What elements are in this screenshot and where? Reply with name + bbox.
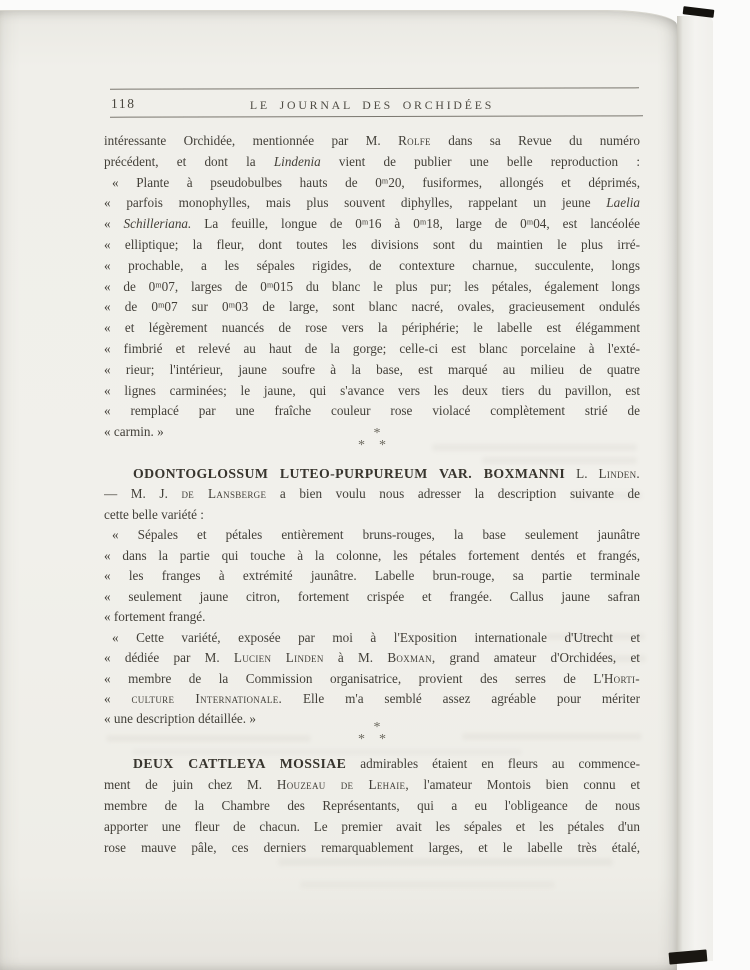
- text-line: [104, 318, 640, 339]
- text-segment: , grand amateur d'Orchidées, et: [431, 650, 640, 666]
- text-line: [104, 464, 640, 484]
- text-segment: « carmin. »: [104, 424, 164, 440]
- text-segment: « fimbrié et relevé au haut de la gorge; celle-ci est blanc porcelaine à l'exté-: [104, 340, 640, 356]
- smallcaps-text: Houzeau de Lehaie: [276, 777, 406, 792]
- text-line: [104, 587, 640, 607]
- text-segment: Elle m'a semblé assez agréable pour mériter: [282, 690, 640, 706]
- page-edge-stack: [677, 16, 713, 961]
- text-segment: apporter une fleur de chacun. Le premier avait les sépales et les pétales d'un: [104, 819, 640, 834]
- text-line: [104, 774, 640, 795]
- text-line: [104, 381, 640, 402]
- text-line: [104, 669, 640, 689]
- text-segment: « de 0ᵐ07, larges de 0ᵐ015 du blanc le plus pur; les pétales, également longs: [104, 278, 640, 294]
- asterisk-icon: *: [373, 720, 381, 735]
- text-line: [104, 628, 640, 648]
- text-segment: «: [104, 216, 124, 232]
- text-line: [104, 235, 640, 256]
- text-line: [104, 173, 640, 194]
- text-segment: « remplacé par une fraîche couleur rose violacé complètement strié de: [104, 403, 640, 419]
- smallcaps-text: Horti-: [603, 670, 640, 686]
- asterisk-icon: *: [373, 426, 381, 441]
- text-segment: « rieur; l'intérieur, jaune soufre à la base, est marqué au milieu de quatre: [104, 361, 640, 377]
- text-line: [104, 648, 640, 668]
- asterisk-separator: [104, 722, 640, 746]
- text-line: [104, 795, 640, 816]
- text-line: [104, 837, 640, 858]
- text-line: [104, 214, 640, 235]
- smallcaps-text: de Lansberge: [181, 486, 267, 502]
- asterisk-row: [104, 439, 640, 452]
- text-segment: « Cette variété, exposée par moi à l'Exposition internationale d'Utrecht et: [112, 629, 640, 645]
- page-number: 118: [111, 96, 136, 111]
- smallcaps-text: Lucien Linden: [233, 650, 324, 666]
- italic-text: Lindenia: [273, 153, 321, 169]
- text-segment: dans sa Revue du numéro: [430, 133, 640, 148]
- text-segment: L.: [565, 466, 599, 481]
- asterisk-row: [104, 733, 640, 746]
- text-segment: à M.: [323, 650, 388, 666]
- italic-text: Schilleriana.: [123, 216, 192, 232]
- italic-text: Laelia: [606, 195, 640, 211]
- smallcaps-text: Rolfe: [398, 133, 431, 148]
- text-line: [104, 546, 640, 566]
- bold-text: DEUX CATTLEYA MOSSIAE: [133, 756, 347, 771]
- text-segment: vient de publier une belle reproduction :: [320, 153, 640, 169]
- text-line: [104, 753, 640, 774]
- paragraph-block: [104, 464, 640, 730]
- text-line: [104, 256, 640, 277]
- text-segment: « Plante à pseudobulbes hauts de 0ᵐ20, fusiformes, allongés et déprimés,: [112, 174, 640, 190]
- paragraph-block: [104, 131, 640, 443]
- text-line: [104, 525, 640, 545]
- journal-title: LE JOURNAL DES ORCHIDÉES: [249, 98, 495, 112]
- text-line: [104, 484, 640, 504]
- text-segment: — M. J.: [104, 486, 182, 502]
- asterisk-icon: *: [379, 732, 386, 747]
- text-segment: « lignes carminées; le jaune, qui s'avance vers les deux tiers du pavillon, est: [104, 382, 640, 398]
- text-line: [104, 339, 640, 360]
- text-segment: La feuille, longue de 0ᵐ16 à 0ᵐ18, large de 0ᵐ04, est lancéolée: [191, 216, 640, 232]
- text-segment: « prochable, a les sépales rigides, de contexture charnue, succulente, longs: [104, 257, 640, 273]
- text-line: [104, 401, 640, 422]
- asterisk-icon: *: [379, 438, 386, 453]
- text-segment: «: [104, 690, 132, 706]
- text-segment: « les franges à extrémité jaunâtre. Labelle brun-rouge, sa partie terminale: [104, 568, 640, 584]
- text-line: [104, 607, 640, 627]
- text-segment: cette belle variété :: [104, 506, 204, 522]
- text-line: [104, 689, 640, 709]
- text-segment: membre de la Chambre des Représentants, qui a eu l'obligeance de nous: [104, 798, 640, 813]
- text-segment: « elliptique; la fleur, dont toutes les divisions sont du maintien le plus irré-: [104, 236, 640, 252]
- text-segment: rose mauve pâle, ces derniers remarquablement larges, et le labelle très étalé,: [104, 840, 640, 855]
- text-segment: « fortement frangé.: [104, 609, 206, 625]
- text-line: [104, 297, 640, 318]
- text-line: [104, 360, 640, 381]
- text-segment: « membre de la Commission organisatrice, provient des serres de L': [104, 670, 604, 686]
- text-line: [104, 152, 640, 173]
- text-segment: « dédiée par M.: [104, 650, 234, 666]
- text-segment: « de 0ᵐ07 sur 0ᵐ03 de large, sont blanc nacré, ovales, gracieusement ondulés: [104, 299, 640, 315]
- text-segment: « et légèrement nuancés de rose vers la périphérie; le labelle est élégamment: [104, 320, 640, 336]
- smallcaps-text: culture Internationale.: [131, 690, 283, 706]
- text-segment: « dans la partie qui touche à la colonne, les pétales fortement dentés et frangés,: [104, 547, 640, 563]
- text-segment: intéressante Orchidée, mentionnée par M.: [104, 133, 399, 148]
- text-segment: précédent, et dont la: [104, 153, 274, 169]
- text-segment: « Sépales et pétales entièrement bruns-rouges, la base seulement jaunâtre: [112, 527, 640, 543]
- asterisk-icon: *: [358, 438, 365, 453]
- text-segment: ment de juin chez M.: [104, 777, 277, 792]
- asterisk-icon: *: [358, 732, 365, 747]
- text-line: [104, 193, 640, 214]
- asterisk-separator: [104, 428, 640, 452]
- text-line: [104, 131, 640, 152]
- paragraph-block: [104, 753, 640, 858]
- text-segment: « parfois monophylles, mais plus souvent diphylles, rappelant un jeune: [104, 195, 607, 211]
- text-line: [104, 816, 640, 837]
- text-segment: « une description détaillée. »: [104, 711, 256, 727]
- smallcaps-text: Linden.: [598, 466, 640, 481]
- smallcaps-text: Boxman: [387, 650, 432, 666]
- text-line: [104, 566, 640, 586]
- bold-text: ODONTOGLOSSUM LUTEO-PURPUREUM VAR. BOXMANNI: [133, 466, 566, 481]
- text-segment: a bien voulu nous adresser la description suivante de: [266, 486, 640, 502]
- text-segment: « seulement jaune citron, fortement crispée et frangée. Callus jaune safran: [104, 588, 640, 604]
- text-line: [104, 277, 640, 298]
- text-segment: admirables étaient en fleurs au commence-: [346, 756, 640, 771]
- scan-corner-mark-bottom: [669, 949, 708, 964]
- text-segment: , l'amateur Montois bien connu et: [405, 777, 640, 792]
- text-line: [104, 505, 640, 525]
